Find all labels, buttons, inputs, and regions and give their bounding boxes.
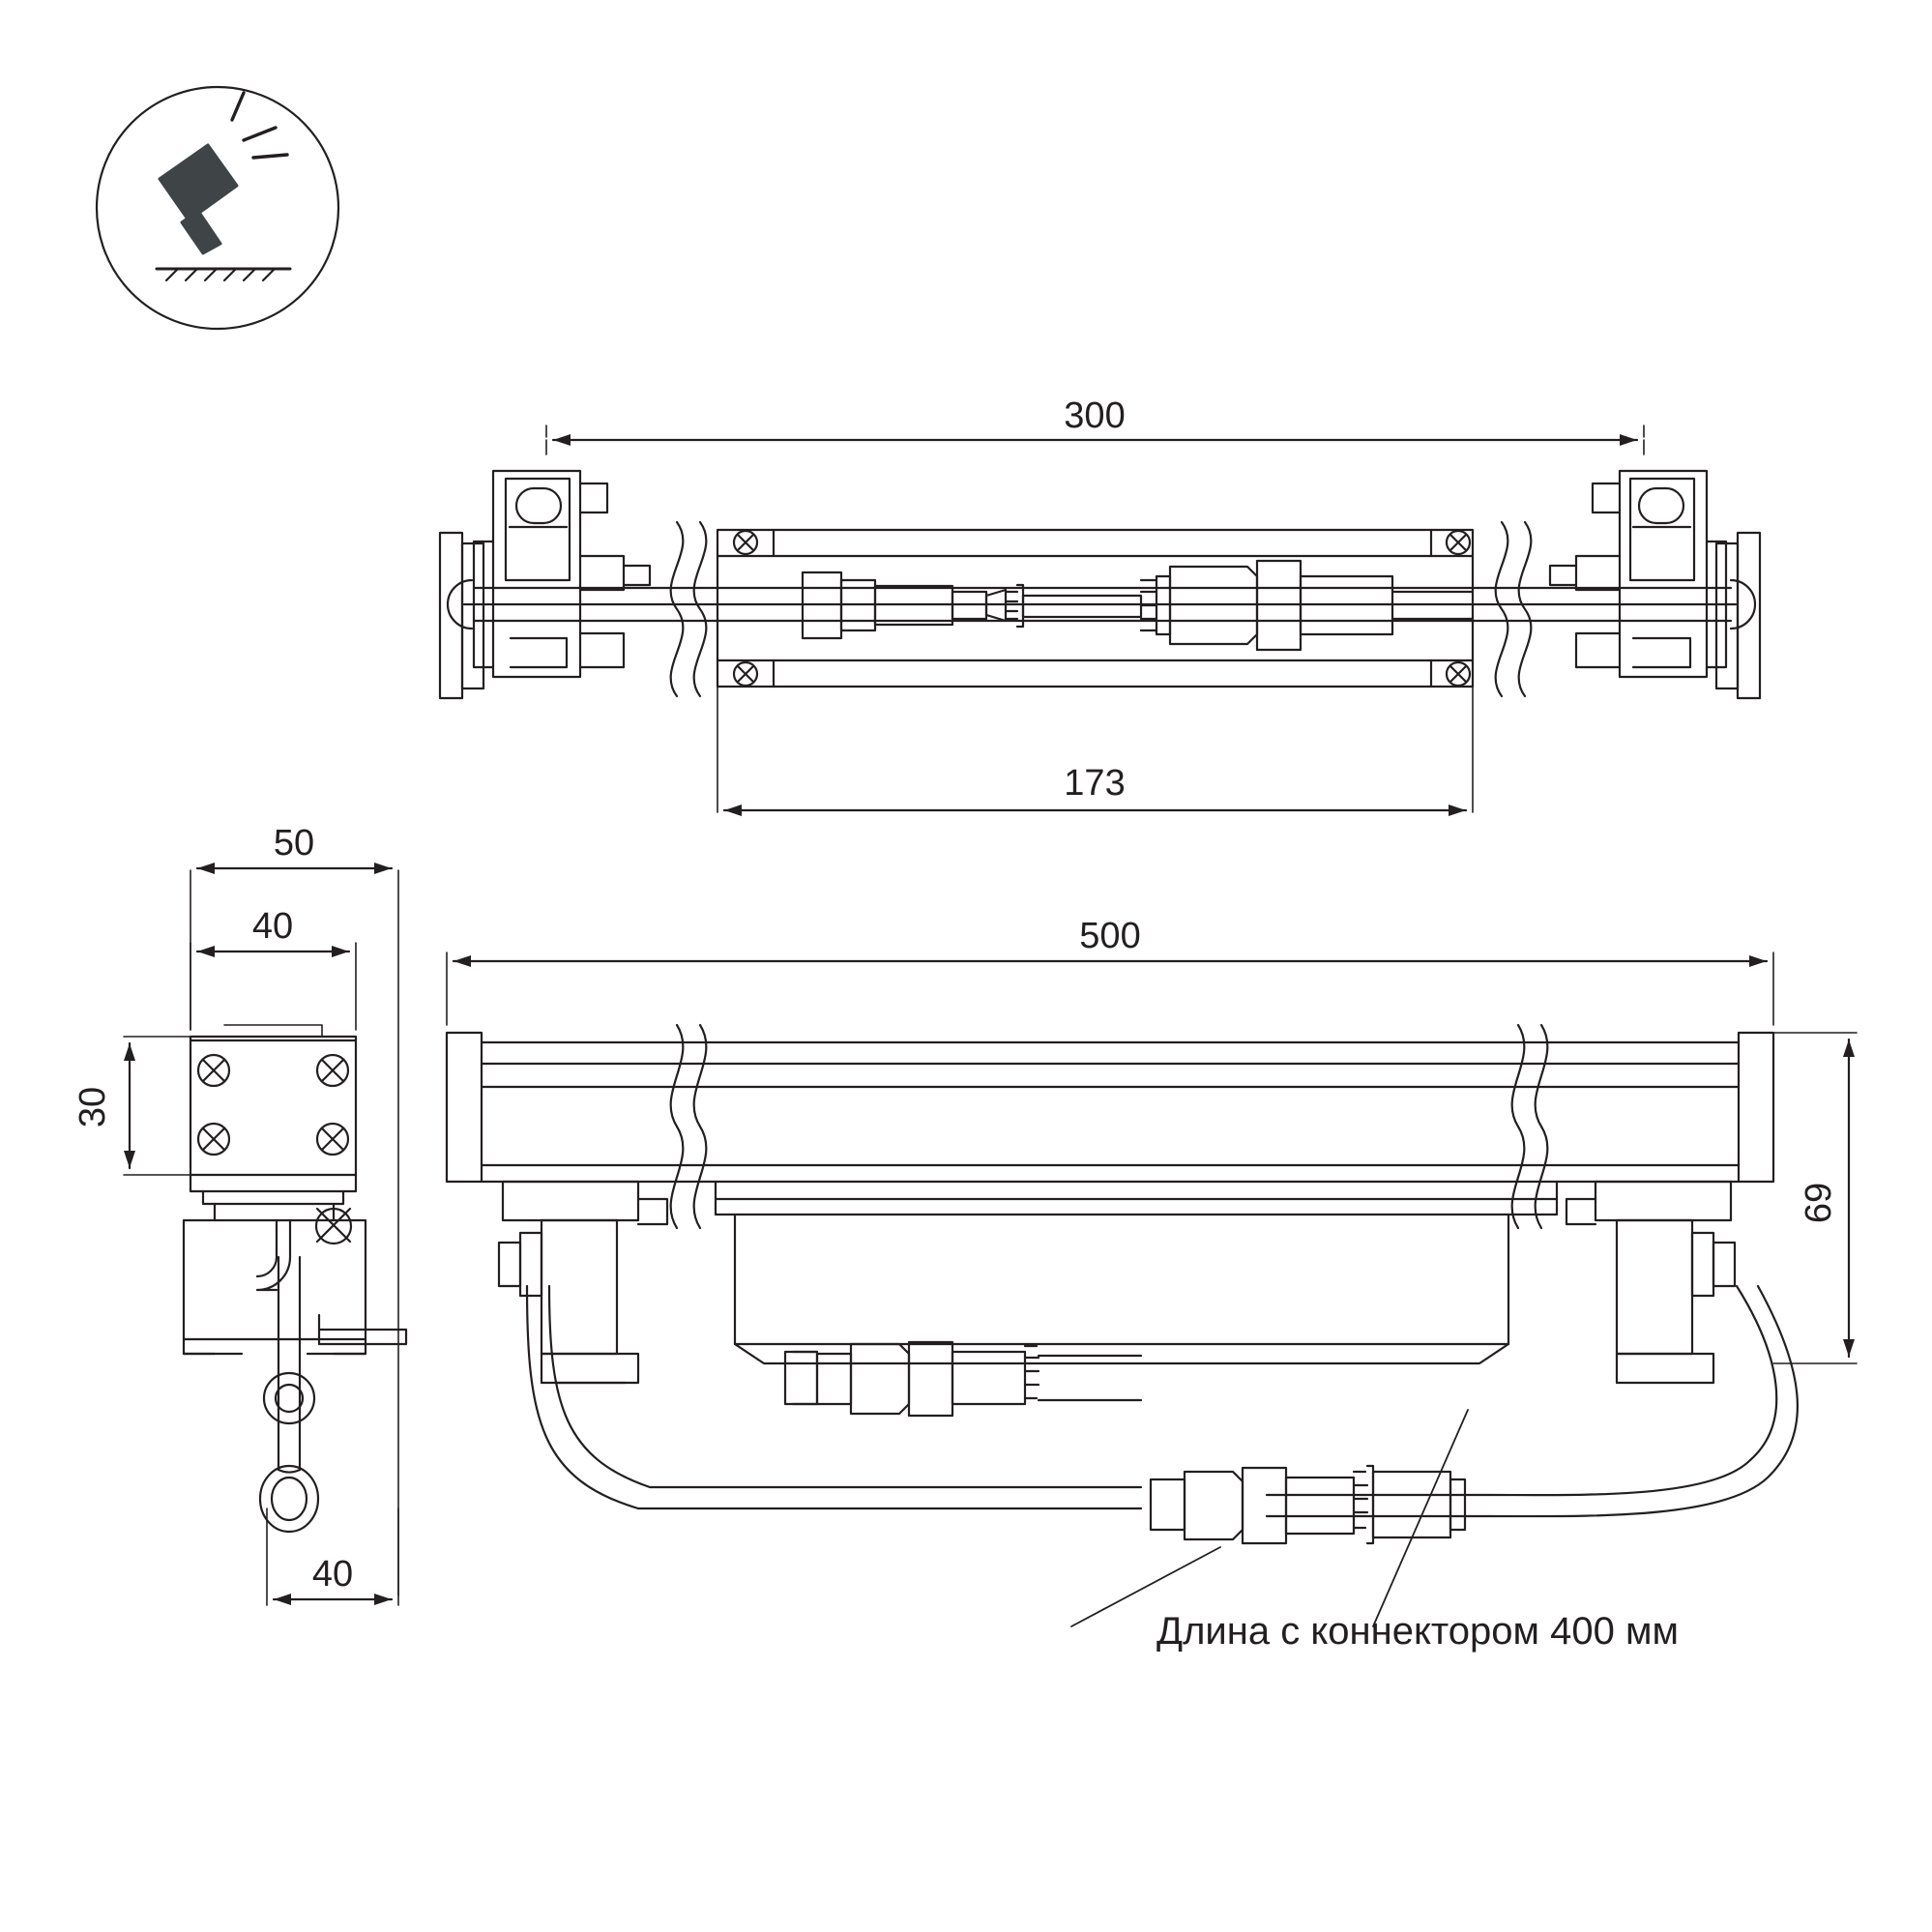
dimension-label-40-top: 40 [251,906,294,947]
dimension-40-top [190,943,356,1030]
dimension-label-40-bottom: 40 [311,1554,354,1595]
dimension-label-69: 69 [1799,1182,1839,1224]
dimension-500 [447,952,1773,1025]
side-view-drawing [447,1025,1798,1626]
end-view-drawing [184,1025,406,1532]
connector-length-note: Длина с коннектором 400 мм [1156,1610,1679,1653]
top-view-drawing [440,471,1760,698]
dimension-label-500: 500 [1079,916,1141,956]
dimension-label-30: 30 [73,1086,113,1128]
spotlight-ground-mount-icon [97,87,338,329]
dimension-30 [124,1037,190,1175]
dimension-label-50: 50 [273,823,315,864]
dimension-label-300: 300 [1064,395,1126,436]
dimension-50 [190,868,398,1595]
dimension-label-173: 173 [1064,763,1126,804]
